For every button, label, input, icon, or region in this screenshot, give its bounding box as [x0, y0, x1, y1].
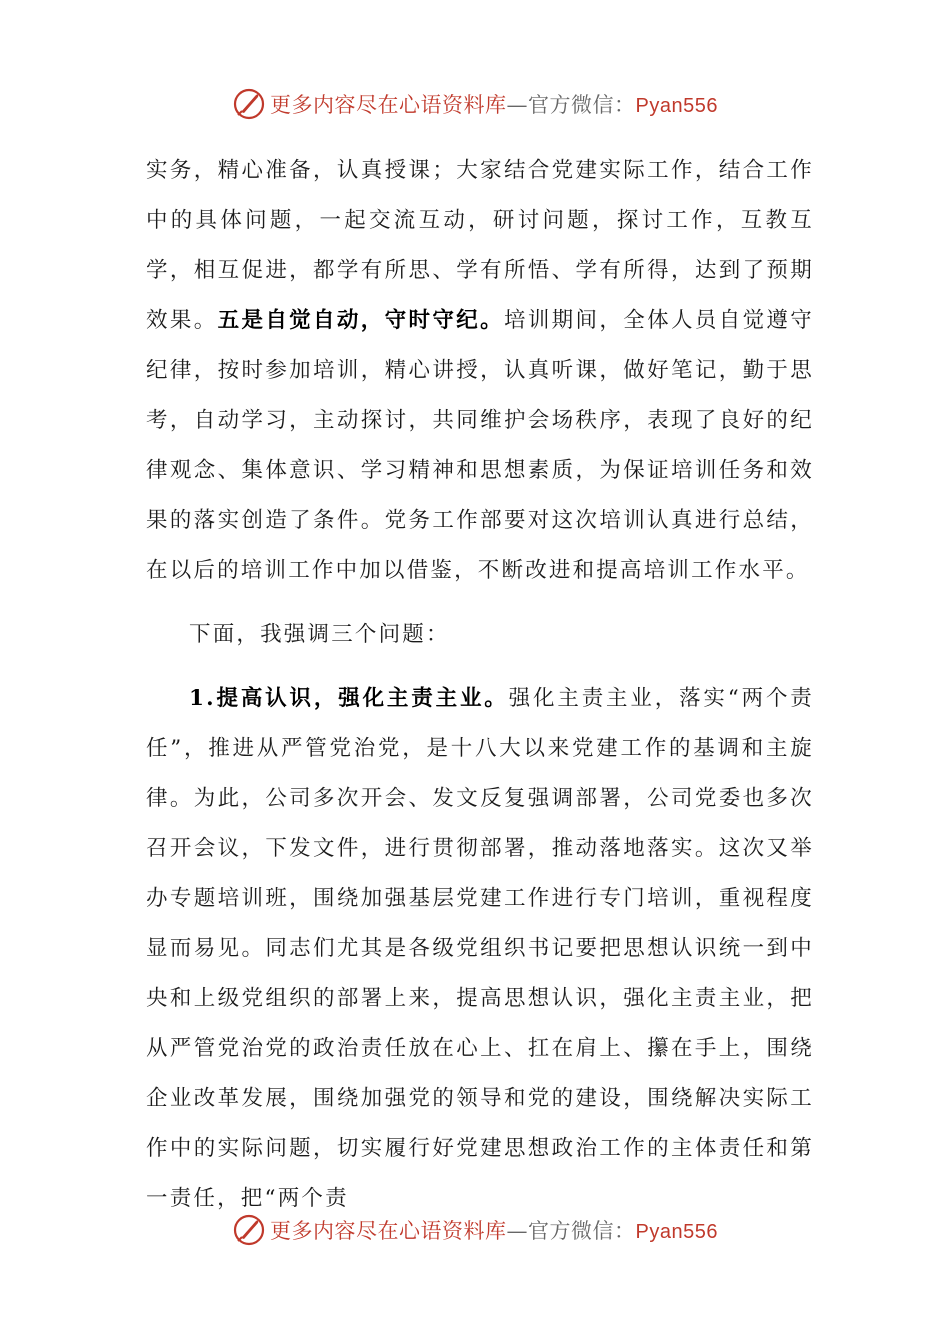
paragraph-3-text: 强化主责主业，落实“两个责任”，推进从严管党治党，是十八大以来党建工作的基调和主旋律。为此，公司多次开会、发文反复强调部署，公司党委也多次召开会议，下发文件，进行贯彻部署，推动落地落实。这次又举办专题培训班，围绕加强基层党建工作进行专门培训，重视程度显而易见。同志们尤其是各级党组织书记要把思想认识统一到中央和上级党组织的部署上来，提高思想认识，强化主责主业，把从严管党治党的政治责任放在心上、扛在肩上、攥在手上，围绕企业改革发展，围绕加强党的领导和党的建设，围绕解决实际工作中的实际问题，切实履行好党建思想政治工作的主体责任和第一责任，把“两个责 — [146, 686, 815, 1211]
paragraph-3-bold-heading: 1.提高认识，强化主责主业。 — [189, 686, 509, 711]
paragraph-3 — [146, 674, 814, 1224]
paragraph-1-text-b: 培训期间，全体人员自觉遵守纪律，按时参加培训，精心讲授，认真听课，做好笔记，勤于思考，自动学习，主动探讨，共同维护会场秩序，表现了良好的纪律观念、集体意识、学习精神和思想素质，为保证培训任务和效果的落实创造了条件。党务工作部要对这次培训认真进行总结，在以后的培训工作中加以借鉴，不断改进和提高培训工作水平。 — [146, 308, 814, 583]
quill-pen-logo-icon — [232, 1213, 266, 1247]
quill-pen-logo-icon — [232, 87, 266, 121]
footer-watermark-banner — [0, 1210, 950, 1250]
banner-wechat-label: —官方微信： — [506, 1219, 636, 1243]
banner-site-name: 更多内容尽在心语资料库 — [270, 93, 507, 117]
banner-site-name: 更多内容尽在心语资料库 — [270, 1219, 507, 1243]
paragraph-1-bold-heading: 五是自觉自动，守时守纪。 — [217, 308, 504, 333]
banner-wechat-id: Pyan556 — [635, 1221, 718, 1243]
banner-wechat-id: Pyan556 — [635, 95, 718, 117]
banner-text — [270, 89, 718, 119]
banner-text — [270, 1215, 718, 1245]
banner-wechat-label: —官方微信： — [506, 93, 636, 117]
header-watermark-banner — [0, 84, 950, 124]
paragraph-2: 下面，我强调三个问题： — [189, 622, 450, 647]
paragraph-1-text-a: 实务，精心准备，认真授课；大家结合党建实际工作，结合工作中的具体问题，一起交流互动，研讨问题，探讨工作，互教互学，相互促进，都学有所思、学有所悟、学有所得，达到了预期效果。 — [146, 158, 814, 333]
paragraph-1 — [146, 146, 814, 596]
document-body — [146, 146, 814, 1224]
